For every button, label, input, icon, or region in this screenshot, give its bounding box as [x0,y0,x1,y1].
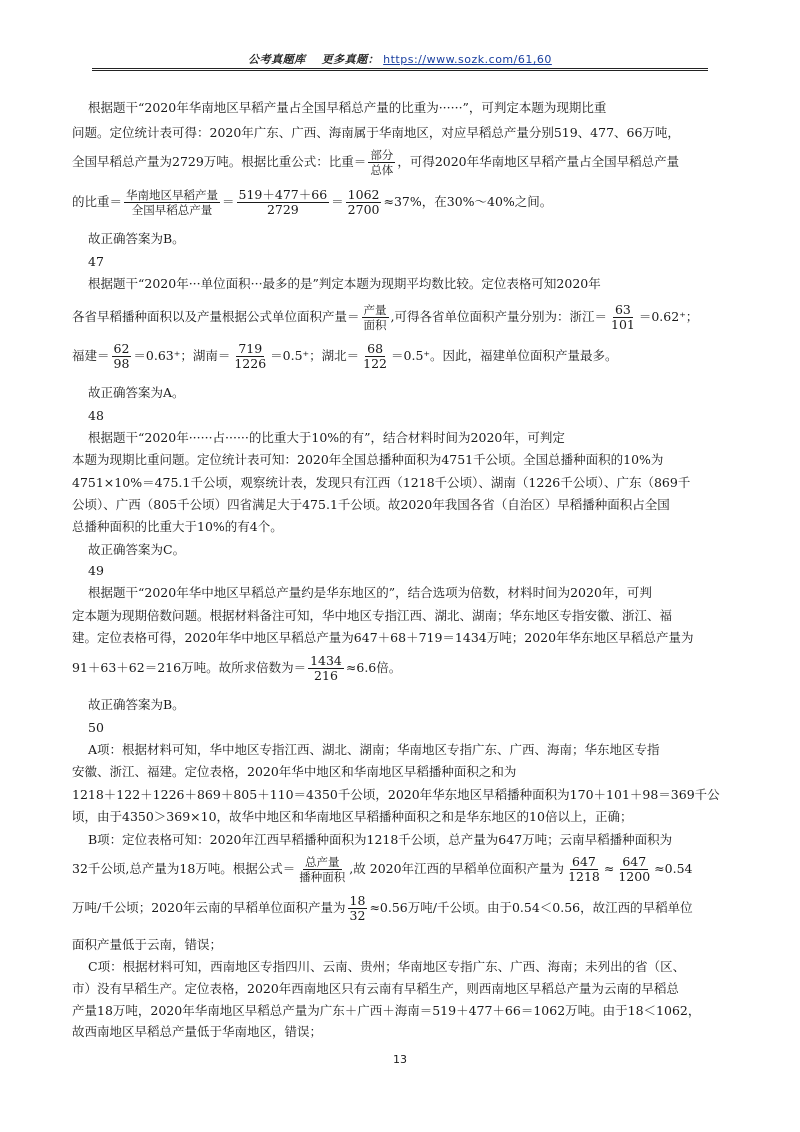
answer-line: 故正确答案为C。 [88,542,186,557]
page-header [0,51,800,67]
paragraph-line: A项：根据材料可知，华中地区专指江西、湖北、湖南；华南地区专指广东、广西、海南；华东地区专指 [88,742,660,757]
paragraph-line: 全国早稻总产量为2729万吨。根据比重公式：比重＝ $\frac{\text{部分}}{\text{总体}}$ ，可得2020年华南地区早稻产量占全国早稻总产量 [72,148,680,177]
paragraph-line: 根据题干“2020年华中地区早稻总产量约是华东地区的”，结合选项为倍数，材料时间为2020年，可判 [88,585,652,600]
header-rule [92,68,708,71]
answer-line: 故正确答案为B。 [88,231,185,246]
paragraph-line: 市）没有早稻生产。定位表格，2020年西南地区只有云南有早稻生产，则西南地区早稻总产量为云南的早稻总 [72,981,679,996]
paragraph-line: 根据题干“2020年······占······的比重大于10%的有”，结合材料时间为2020年，可判定 [88,430,565,445]
paragraph-line: 万吨/千公顷；2020年云南的早稻单位面积产量为 $\frac{18}{32}$ ≈0.56万吨/千公顷。由于0.54＜0.56，故江西的早稻单位 [72,893,693,923]
paragraph-line: 32千公顷,总产量为18万吨。根据公式＝ $\frac{\text{总产量}}{\text{播种面积}}$ ,故 2020年江西的早稻单位面积产量为 $\frac{647}{1218}$ ≈ $\frac{647}{1200}$ ≈0.54 [72,854,693,884]
fraction: $\frac{\text{华南地区早稻产量}}{\text{全国早稻总产量}}$ [126,188,219,217]
paragraph-line: 安徽、浙江、福建。定位表格，2020年华中地区和华南地区早稻播种面积之和为 [72,764,517,779]
paragraph-line: 本题为现期比重问题。定位统计表可知：2020年全国总播种面积为4751千公顷。全国总播种面积的10%为 [72,452,664,467]
fraction: $\frac{\text{产量}}{\text{面积}}$ [363,303,387,332]
fraction: $\frac{62}{98}$ [113,341,130,371]
paragraph-line: 1218＋122＋1226＋869＋805＋110＝4350千公顷，2020年华东地区早稻播种面积为170＋101＋98＝369千公 [72,787,720,802]
paragraph-line: 故西南地区早稻总产量低于华南地区，错误； [72,1024,323,1039]
fraction: $\frac{647}{1200}$ [618,854,651,884]
paragraph-line: 问题。定位统计表可得：2020年广东、广西、海南属于华南地区，对应早稻总产量分别519、477、66万吨， [72,125,680,140]
question-number: 47 [88,254,104,269]
fraction: $\frac{68}{122}$ [363,341,388,371]
header-brand: 公考真题库 [248,53,306,66]
fraction: $\frac{\text{总产量}}{\text{播种面积}}$ [299,855,346,884]
question-number: 49 [88,563,104,578]
fraction: $\frac{1434}{216}$ [310,653,342,683]
fraction: $\frac{519+477+66}{2729}$ [238,187,328,217]
header-more-label: 更多真题： [321,53,380,66]
paragraph-line: 建。定位表格可得，2020年华中地区早稻总产量为647＋68＋719＝1434万吨；2020年华东地区早稻总产量为 [72,630,694,645]
question-number: 50 [88,720,104,735]
paragraph-line: 的比重＝ $\frac{\text{华南地区早稻产量}}{\text{全国早稻总产量}}$ ＝ $\frac{519+477+66}{2729}$ ＝ $\frac{1062}{2700}$ ≈37%，在30%～40%之间。 [72,187,553,217]
page-number: 13 [393,1053,407,1066]
paragraph-line: 根据题干“2020年···单位面积···最多的是”判定本题为现期平均数比较。定位表格可知2020年 [88,276,601,291]
paragraph-line: 91＋63＋62＝216万吨。故所求倍数为＝ $\frac{1434}{216}$ ≈6.6倍。 [72,653,402,683]
fraction: $\frac{18}{32}$ [349,893,366,923]
fraction: $\frac{\text{部分}}{\text{总体}}$ [370,148,394,177]
answer-line: 故正确答案为A。 [88,385,185,400]
paragraph-line: 根据题干“2020年华南地区早稻产量占全国早稻总产量的比重为······”，可判定本题为现期比重 [88,100,607,115]
fraction: $\frac{1062}{2700}$ [347,187,380,217]
paragraph-line: C项：根据材料可知，西南地区专指四川、云南、贵州；华南地区专指广东、广西、海南；未列出的省（区、 [88,959,686,974]
paragraph-line: 顷，由于4350＞369×10，故华中地区和华南地区早稻播种面积之和是华东地区的10倍以上，正确； [72,809,633,824]
fraction: $\frac{63}{101}$ [611,302,635,332]
question-number: 48 [88,408,104,423]
fraction: $\frac{719}{1226}$ [234,341,267,371]
paragraph-line: 福建＝ $\frac{62}{98}$ ＝0.63⁺；湖南＝ $\frac{719}{1226}$ ＝0.5⁺；湖北＝ $\frac{68}{122}$ ＝0.5⁺。因此，福建单位面积产量最多。 [72,341,618,371]
header-url-link[interactable]: https://www.sozk.com/61,60 [383,53,552,66]
paragraph-line: 产量18万吨，2020年华南地区早稻总产量为广东＋广西＋海南＝519＋477＋66＝1062万吨。由于18＜1062， [72,1003,701,1018]
fraction: $\frac{647}{1218}$ [568,854,600,884]
paragraph-line: B项：定位表格可知：2020年江西早稻播种面积为1218千公顷，总产量为647万吨；云南早稻播种面积为 [88,832,673,847]
paragraph-line: 公顷）、广西（805千公顷）四省满足大于475.1千公顷。故2020年我国各省（自治区）早稻播种面积占全国 [72,497,670,512]
paragraph-line: 4751×10%＝475.1千公顷，观察统计表，发现只有江西（1218千公顷）、湖南（1226千公顷）、广东（869千 [72,475,691,490]
paragraph-line: 各省早稻播种面积以及产量根据公式单位面积产量＝ $\frac{\text{产量}}{\text{面积}}$ ,可得各省单位面积产量分别为：浙江＝ $\frac{63}{101}$ ＝0.62⁺； [72,302,699,332]
answer-line: 故正确答案为B。 [88,697,185,712]
paragraph-line: 总播种面积的比重大于10%的有4个。 [72,519,283,534]
paragraph-line: 定本题为现期倍数问题。根据材料备注可知，华中地区专指江西、湖北、湖南；华东地区专指安徽、浙江、福 [72,608,673,623]
paragraph-line: 面积产量低于云南，错误； [72,937,223,952]
